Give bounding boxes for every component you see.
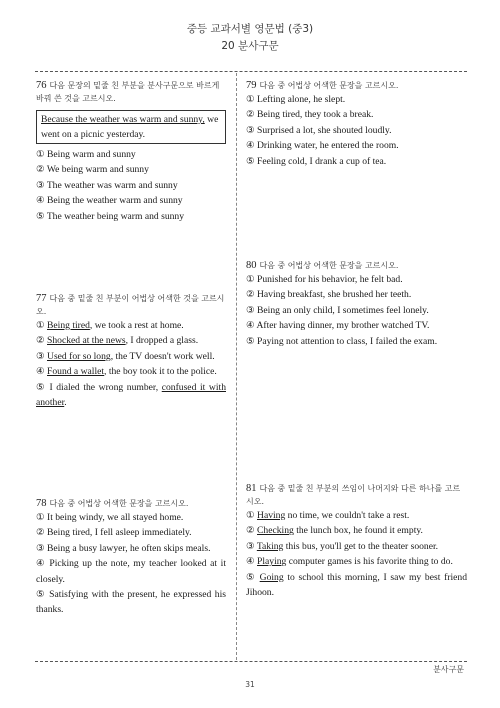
option-81-3: ③ Taking this bus, you'll get to the theater sooner. (246, 540, 439, 552)
option-77-4: ④ Found a wallet, the boy took it to the police. (36, 366, 217, 378)
question-78-stem: 78 다음 중 어법상 어색한 문장을 고르시오. (36, 498, 189, 509)
option-78-1: ① It being windy, we all stayed home. (36, 512, 184, 523)
question-76-underlined-clause: Because the weather was warm and sunny, (41, 114, 205, 125)
question-76 (36, 79, 226, 224)
option-77-5: ⑤ I dialed the wrong number, confused it with another. (36, 381, 226, 409)
option-79-3: ③ Surprised a lot, she shouted loudly. (246, 124, 392, 136)
page-number: 31 (245, 680, 255, 689)
question-77-number: 77 (36, 293, 47, 304)
top-divider (35, 71, 467, 72)
option-76-2: ② We being warm and sunny (36, 164, 149, 176)
footer-section-label: 분사구문 (433, 665, 464, 674)
option-78-3: ③ Being a busy lawyer, he often skips meals. (36, 542, 211, 554)
option-79-2: ② Being tired, they took a break. (246, 109, 374, 121)
option-80-4: ④ After having dinner, my brother watched TV. (246, 320, 430, 332)
question-78-number: 78 (36, 498, 47, 509)
option-76-3: ③ The weather was warm and sunny (36, 179, 178, 191)
question-81-number: 81 (246, 483, 257, 494)
book-title: 중등 교과서별 영문법 (중3) (186, 23, 314, 35)
option-78-5: ⑤ Satisfying with the present, he expressed his thanks. (36, 589, 226, 616)
question-77-stem: 77 다음 중 밑줄 친 부분이 어법상 어색한 것을 고르시오. (36, 293, 225, 316)
option-80-2: ② Having breakfast, she brushed her teeth. (246, 289, 412, 301)
option-77-1: ① Being tired, we took a rest at home. (36, 320, 184, 331)
option-80-3: ③ Being an only child, I sometimes feel lonely. (246, 304, 429, 316)
option-77-2: ② Shocked at the news, I dropped a glass. (36, 335, 199, 347)
option-81-4: ④ Playing computer games is his favorite thing to do. (246, 556, 453, 568)
option-79-5: ⑤ Feeling cold, I drank a cup of tea. (246, 155, 387, 167)
question-78 (36, 497, 226, 618)
option-78-2: ② Being tired, I fell asleep immediately. (36, 527, 192, 539)
column-divider (236, 73, 237, 660)
option-81-5: ⑤ Going to school this morning, I saw my best friend Jihoon. (246, 571, 467, 599)
question-79 (246, 79, 467, 169)
option-80-5: ⑤ Paying not attention to class, I failed the exam. (246, 335, 438, 347)
bottom-divider (35, 661, 467, 662)
question-80 (246, 259, 467, 349)
option-77-3: ③ Used for so long, the TV doesn't work well. (36, 350, 215, 362)
question-80-number: 80 (246, 260, 257, 271)
option-76-1: ① Being warm and sunny (36, 149, 136, 160)
option-78-4: ④ Picking up the note, my teacher looked at it closely. (36, 558, 226, 585)
option-76-4: ④ Being the weather warm and sunny (36, 195, 183, 207)
question-81-stem: 81 다음 중 밑줄 친 부분의 쓰임이 나머지와 다른 하나를 고르시오. (246, 483, 461, 506)
question-76-stem: 76 다음 문장의 밑줄 친 부분을 분사구문으로 바르게 바꿔 쓴 것을 고르시오. (36, 80, 220, 103)
chapter-title: 20 분사구문 (221, 40, 279, 52)
question-81 (246, 482, 467, 600)
question-76-number: 76 (36, 80, 47, 91)
option-79-4: ④ Drinking water, he entered the room. (246, 140, 399, 152)
question-80-stem: 80 다음 중 어법상 어색한 문장을 고르시오. (246, 260, 399, 271)
option-79-1: ① Lefting alone, he slept. (246, 94, 346, 105)
question-76-sentence-box: Because the weather was warm and sunny, we went on a picnic yesterday. (36, 110, 226, 144)
option-81-2: ② Checking the lunch box, he found it empty. (246, 525, 423, 537)
option-76-5: ⑤ The weather being warm and sunny (36, 210, 185, 222)
question-79-stem: 79 다음 중 어법상 어색한 문장을 고르시오. (246, 80, 399, 91)
question-77 (36, 292, 226, 410)
option-80-1: ① Punished for his behavior, he felt bad. (246, 274, 403, 285)
option-81-1: ① Having no time, we couldn't take a rest. (246, 510, 410, 521)
question-79-number: 79 (246, 80, 257, 91)
